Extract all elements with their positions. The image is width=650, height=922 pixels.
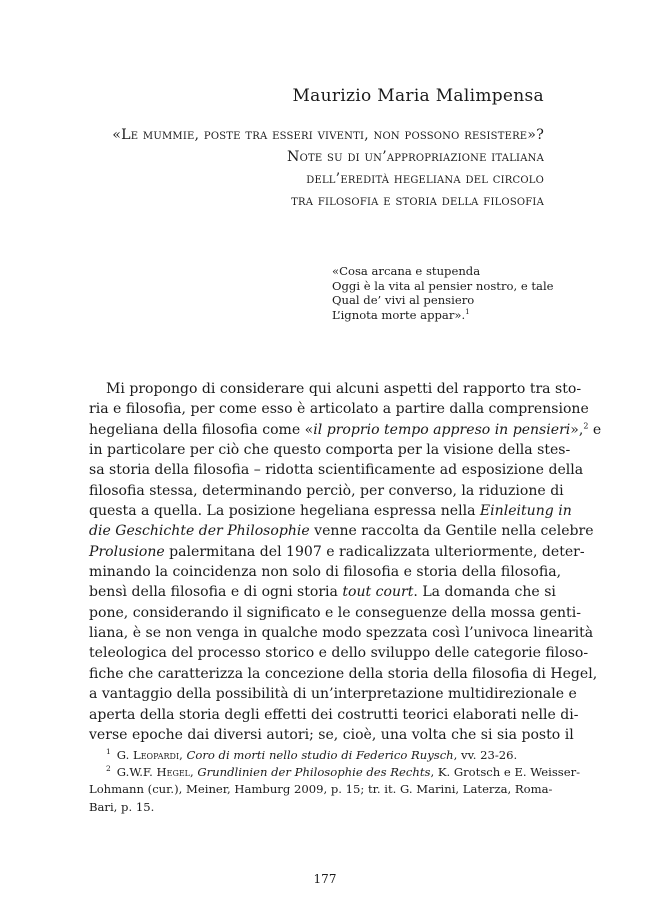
article-title (24, 124, 544, 212)
body-line: die Geschichte der Philosophie venne raccolta da Gentile nella celebre (89, 523, 594, 540)
footnote-2: $^2$ G.W.F. Hegel, Grundlinien der Philosophie des Rechts, K. Grotsch e E. Weisser- (106, 764, 581, 780)
footnote-2-line: Lohmann (cur.), Meiner, Hamburg 2009, p. 15; tr. it. G. Marini, Laterza, Roma- (89, 782, 553, 797)
footnote-ref[interactable]: 1 (465, 307, 470, 316)
body-line: aperta della storia degli effetti dei costrutti teorici elaborati nelle di- (89, 706, 579, 723)
body-line: bensì della filosofia e di ogni storia tout court. La domanda che si (89, 584, 556, 601)
epigraph-line: Oggi è la vita al pensier nostro, e tale (332, 278, 554, 293)
body-line: ria e filosofia, per come esso è articolato a partire dalla comprensione (89, 401, 589, 418)
author-name: Maurizio Maria Malimpensa (292, 86, 544, 106)
epigraph-line: «Cosa arcana e stupenda (332, 264, 481, 278)
body-line: hegeliana della filosofia come «il proprio tempo appreso in pensieri»,$^2$ e (89, 421, 602, 438)
body-line: teleologica del processo storico e dello sviluppo delle categorie filoso- (89, 645, 589, 662)
title-line: dell’eredità hegeliana del circolo (306, 171, 544, 187)
footnote-ref[interactable]: 2 (583, 421, 589, 431)
footnotes (89, 747, 581, 816)
body-text (89, 379, 602, 745)
title-line: tra filosofia e storia della filosofia (291, 193, 544, 209)
body-line: fiche che caratterizza la concezione della storia della filosofia di Hegel, (89, 665, 598, 682)
footnote-1: $^1$ G. Leopardi, Coro di morti nello studio di Federico Ruysch, vv. 23-26. (106, 747, 518, 762)
body-line: verse epoche dai diversi autori; se, cioè, una volta che si sia posto il (89, 726, 574, 743)
body-line: minando la coincidenza non solo di filosofia e storia della filosofia, (89, 564, 562, 581)
body-line: liana, è se non venga in qualche modo spezzata così l’univoca linearità (89, 625, 594, 642)
epigraph-line: Qual de’ vivi al pensiero (332, 293, 475, 308)
body-line: Prolusione palermitana del 1907 e radicalizzata ulteriormente, deter- (89, 543, 585, 560)
body-line: a vantaggio della possibilità di un’interpretazione multidirezionale e (89, 686, 577, 703)
body-line: questa a quella. La posizione hegeliana espressa nella Einleitung in (89, 503, 572, 520)
title-line: «Le mummie, poste tra esseri viventi, non possono resistere»? (112, 127, 544, 143)
body-line: pone, considerando il significato e le conseguenze della mossa genti- (89, 604, 581, 621)
epigraph (332, 264, 554, 322)
epigraph-line: L’ignota morte appar».$^1$ (332, 307, 470, 322)
footnote-2-line: Bari, p. 15. (89, 799, 155, 814)
page-number: 177 (313, 872, 337, 886)
body-line: in particolare per ciò che questo comporta per la visione della stes- (89, 442, 571, 459)
hegel-quote: il proprio tempo appreso in pensieri (313, 421, 571, 438)
body-line: filosofia stessa, determinando perciò, per converso, la riduzione di (89, 482, 564, 499)
body-line: sa storia della filosofia – ridotta scientificamente ad esposizione della (89, 462, 584, 479)
title-line: Note su di un’appropriazione italiana (286, 149, 544, 165)
body-line: Mi propongo di considerare qui alcuni aspetti del rapporto tra sto- (106, 381, 582, 397)
